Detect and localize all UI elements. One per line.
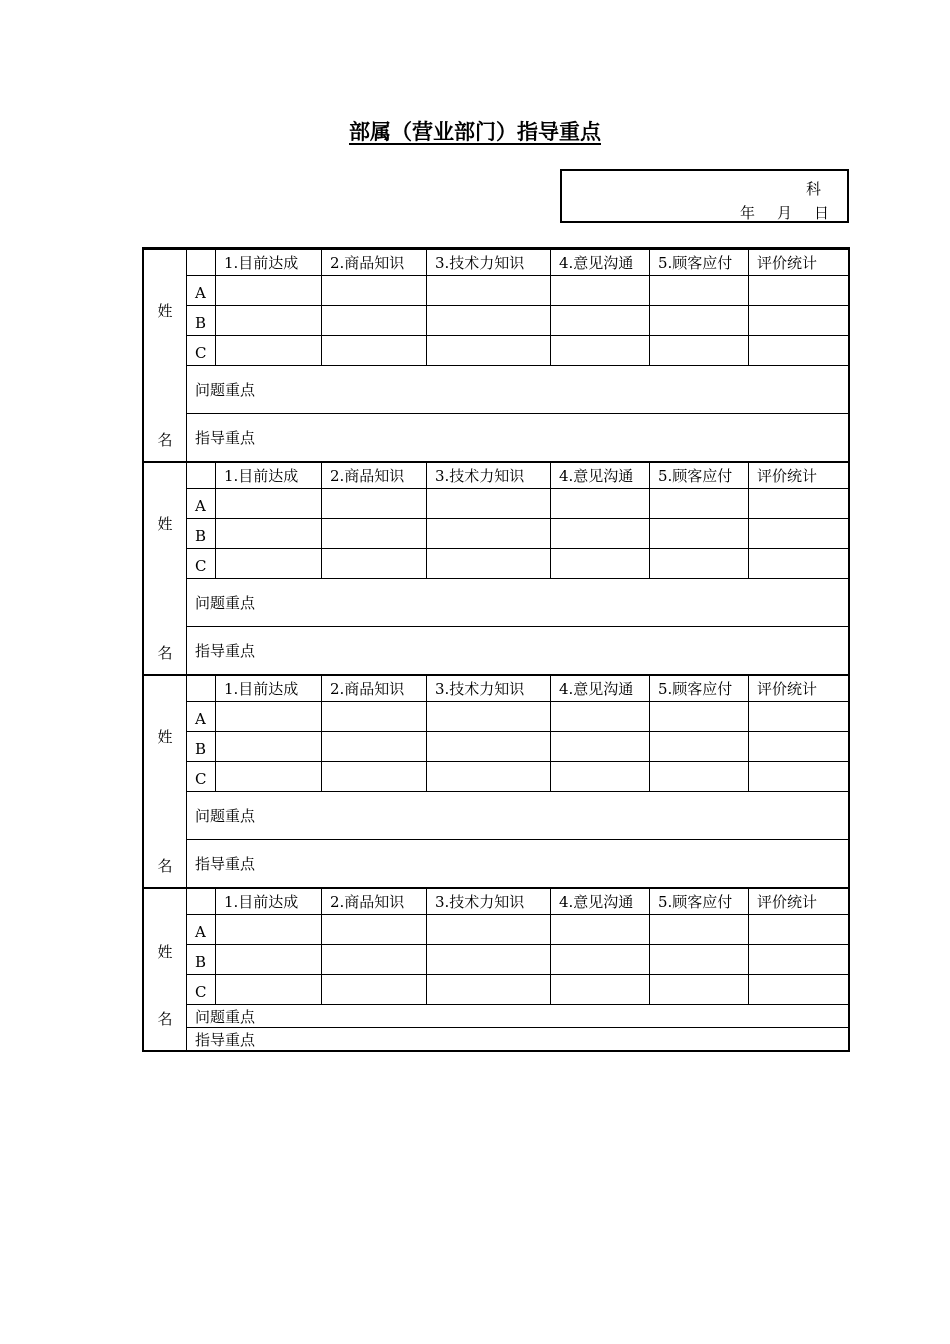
column-header: 4.意见沟通	[551, 675, 650, 702]
entry-cell[interactable]	[216, 975, 322, 1005]
column-header: 5.顾客应付	[650, 462, 749, 489]
problem-cell[interactable]	[187, 366, 849, 414]
entry-cell[interactable]	[749, 519, 849, 549]
name-label-2: 名	[157, 430, 173, 449]
header-row	[144, 249, 849, 276]
entry-cell[interactable]	[427, 276, 551, 306]
name-label-1: 姓	[157, 514, 173, 533]
column-header: 评价统计	[749, 888, 849, 915]
entry-cell[interactable]	[322, 306, 427, 336]
entry-cell[interactable]	[216, 306, 322, 336]
name-label-1: 姓	[157, 301, 173, 320]
entry-cell[interactable]	[322, 975, 427, 1005]
name-label-2: 名	[157, 1009, 173, 1028]
entry-cell[interactable]	[551, 489, 650, 519]
table-row	[144, 306, 849, 336]
entry-cell[interactable]	[650, 702, 749, 732]
row-label: A	[187, 276, 216, 306]
problem-label: 问题重点	[195, 594, 256, 612]
guidance-cell[interactable]	[187, 414, 849, 463]
problem-row	[144, 792, 849, 840]
corner-cell	[187, 249, 216, 276]
problem-label: 问题重点	[195, 381, 256, 399]
name-label-2: 名	[157, 643, 173, 662]
column-header: 2.商品知识	[322, 249, 427, 276]
entry-cell[interactable]	[551, 549, 650, 579]
name-cell[interactable]	[144, 888, 187, 1051]
column-header: 评价统计	[749, 462, 849, 489]
entry-cell[interactable]	[650, 975, 749, 1005]
problem-cell[interactable]	[187, 579, 849, 627]
entry-cell[interactable]	[427, 549, 551, 579]
corner-cell	[187, 888, 216, 915]
column-header: 3.技术力知识	[427, 249, 551, 276]
column-header: 评价统计	[749, 675, 849, 702]
entry-cell[interactable]	[427, 336, 551, 366]
entry-cell[interactable]	[551, 732, 650, 762]
entry-cell[interactable]	[650, 915, 749, 945]
column-header: 1.目前达成	[216, 888, 322, 915]
problem-cell[interactable]	[187, 792, 849, 840]
entry-cell[interactable]	[551, 306, 650, 336]
header-info-box	[560, 169, 849, 223]
table-row	[144, 762, 849, 792]
guidance-cell[interactable]	[187, 840, 849, 889]
column-header: 4.意见沟通	[551, 888, 650, 915]
name-cell[interactable]	[144, 675, 187, 888]
name-cell[interactable]	[144, 249, 187, 462]
problem-label: 问题重点	[195, 1007, 256, 1026]
guidance-label: 指导重点	[195, 855, 256, 873]
entry-cell[interactable]	[650, 732, 749, 762]
entry-cell[interactable]	[749, 945, 849, 975]
corner-cell	[187, 675, 216, 702]
name-label-2: 名	[157, 856, 173, 875]
entry-cell[interactable]	[322, 489, 427, 519]
column-header: 5.顾客应付	[650, 675, 749, 702]
entry-cell[interactable]	[427, 762, 551, 792]
entry-cell[interactable]	[650, 762, 749, 792]
table-row	[144, 702, 849, 732]
entry-cell[interactable]	[650, 306, 749, 336]
entry-cell[interactable]	[551, 519, 650, 549]
column-header: 1.目前达成	[216, 249, 322, 276]
entry-cell[interactable]	[322, 732, 427, 762]
entry-cell[interactable]	[427, 915, 551, 945]
entry-cell[interactable]	[551, 702, 650, 732]
table-row	[144, 519, 849, 549]
row-label: A	[187, 915, 216, 945]
header-row	[144, 462, 849, 489]
header-row	[144, 675, 849, 702]
entry-cell[interactable]	[551, 945, 650, 975]
entry-cell[interactable]	[749, 702, 849, 732]
entry-cell[interactable]	[427, 489, 551, 519]
entry-cell[interactable]	[216, 276, 322, 306]
table-row	[144, 915, 849, 945]
column-header: 4.意见沟通	[551, 462, 650, 489]
table-row	[144, 732, 849, 762]
row-label: A	[187, 702, 216, 732]
entry-cell[interactable]	[216, 519, 322, 549]
entry-cell[interactable]	[749, 276, 849, 306]
entry-cell[interactable]	[650, 336, 749, 366]
table-row	[144, 549, 849, 579]
problem-row	[144, 366, 849, 414]
column-header: 3.技术力知识	[427, 888, 551, 915]
header-row	[144, 888, 849, 915]
entry-cell[interactable]	[427, 702, 551, 732]
guidance-cell[interactable]	[187, 1028, 849, 1051]
year-label: 年	[739, 204, 755, 222]
entry-cell[interactable]	[216, 702, 322, 732]
entry-cell[interactable]	[216, 549, 322, 579]
row-label: A	[187, 489, 216, 519]
entry-cell[interactable]	[322, 702, 427, 732]
guidance-row	[144, 1028, 849, 1051]
column-header: 4.意见沟通	[551, 249, 650, 276]
problem-row	[144, 1005, 849, 1028]
column-header: 2.商品知识	[322, 462, 427, 489]
entry-cell[interactable]	[322, 762, 427, 792]
row-label: B	[187, 732, 216, 762]
problem-label: 问题重点	[195, 807, 256, 825]
problem-row	[144, 579, 849, 627]
entry-cell[interactable]	[749, 975, 849, 1005]
row-label: B	[187, 306, 216, 336]
entry-cell[interactable]	[427, 945, 551, 975]
entry-cell[interactable]	[216, 945, 322, 975]
column-header: 2.商品知识	[322, 888, 427, 915]
page-title: 部属（营业部门）指导重点	[349, 120, 601, 144]
entry-cell[interactable]	[322, 336, 427, 366]
guidance-row	[144, 840, 849, 889]
entry-cell[interactable]	[749, 915, 849, 945]
entry-cell[interactable]	[322, 519, 427, 549]
entry-cell[interactable]	[216, 336, 322, 366]
row-label: C	[187, 975, 216, 1005]
entry-cell[interactable]	[650, 276, 749, 306]
entry-cell[interactable]	[216, 915, 322, 945]
table-row	[144, 975, 849, 1005]
column-header: 3.技术力知识	[427, 675, 551, 702]
entry-cell[interactable]	[551, 762, 650, 792]
row-label: C	[187, 336, 216, 366]
column-header: 5.顾客应付	[650, 888, 749, 915]
table-row	[144, 336, 849, 366]
entry-cell[interactable]	[749, 549, 849, 579]
entry-cell[interactable]	[216, 489, 322, 519]
entry-cell[interactable]	[427, 519, 551, 549]
guidance-row	[144, 414, 849, 463]
entry-cell[interactable]	[216, 762, 322, 792]
entry-cell[interactable]	[551, 915, 650, 945]
row-label: C	[187, 762, 216, 792]
entry-cell[interactable]	[650, 549, 749, 579]
entry-cell[interactable]	[551, 975, 650, 1005]
day-label: 日	[813, 204, 829, 222]
entry-cell[interactable]	[427, 306, 551, 336]
month-label: 月	[776, 204, 792, 222]
guidance-label: 指导重点	[195, 1030, 256, 1049]
entry-cell[interactable]	[551, 276, 650, 306]
entry-cell[interactable]	[322, 549, 427, 579]
corner-cell	[187, 462, 216, 489]
entry-cell[interactable]	[749, 336, 849, 366]
column-header: 2.商品知识	[322, 675, 427, 702]
entry-cell[interactable]	[749, 762, 849, 792]
entry-cell[interactable]	[216, 732, 322, 762]
entry-cell[interactable]	[650, 489, 749, 519]
entry-cell[interactable]	[650, 519, 749, 549]
name-cell[interactable]	[144, 462, 187, 675]
guidance-row	[144, 627, 849, 676]
entry-cell[interactable]	[322, 945, 427, 975]
column-header: 1.目前达成	[216, 462, 322, 489]
row-label: B	[187, 519, 216, 549]
table-row	[144, 276, 849, 306]
table-row	[144, 945, 849, 975]
entry-cell[interactable]	[427, 975, 551, 1005]
guidance-cell[interactable]	[187, 627, 849, 676]
table-row	[144, 489, 849, 519]
column-header: 3.技术力知识	[427, 462, 551, 489]
entry-cell[interactable]	[749, 489, 849, 519]
row-label: C	[187, 549, 216, 579]
row-label: B	[187, 945, 216, 975]
entry-cell[interactable]	[322, 276, 427, 306]
column-header: 评价统计	[749, 249, 849, 276]
entry-cell[interactable]	[322, 915, 427, 945]
dept-label: 科	[805, 180, 821, 198]
name-label-1: 姓	[157, 942, 173, 961]
guidance-label: 指导重点	[195, 429, 256, 447]
entry-cell[interactable]	[650, 945, 749, 975]
date-label	[740, 202, 829, 223]
entry-cell[interactable]	[427, 732, 551, 762]
entry-cell[interactable]	[749, 306, 849, 336]
entry-cell[interactable]	[551, 336, 650, 366]
column-header: 5.顾客应付	[650, 249, 749, 276]
name-label-1: 姓	[157, 727, 173, 746]
problem-cell[interactable]	[187, 1005, 849, 1028]
entry-cell[interactable]	[749, 732, 849, 762]
guidance-label: 指导重点	[195, 642, 256, 660]
guidance-form-table	[143, 248, 849, 1051]
column-header: 1.目前达成	[216, 675, 322, 702]
